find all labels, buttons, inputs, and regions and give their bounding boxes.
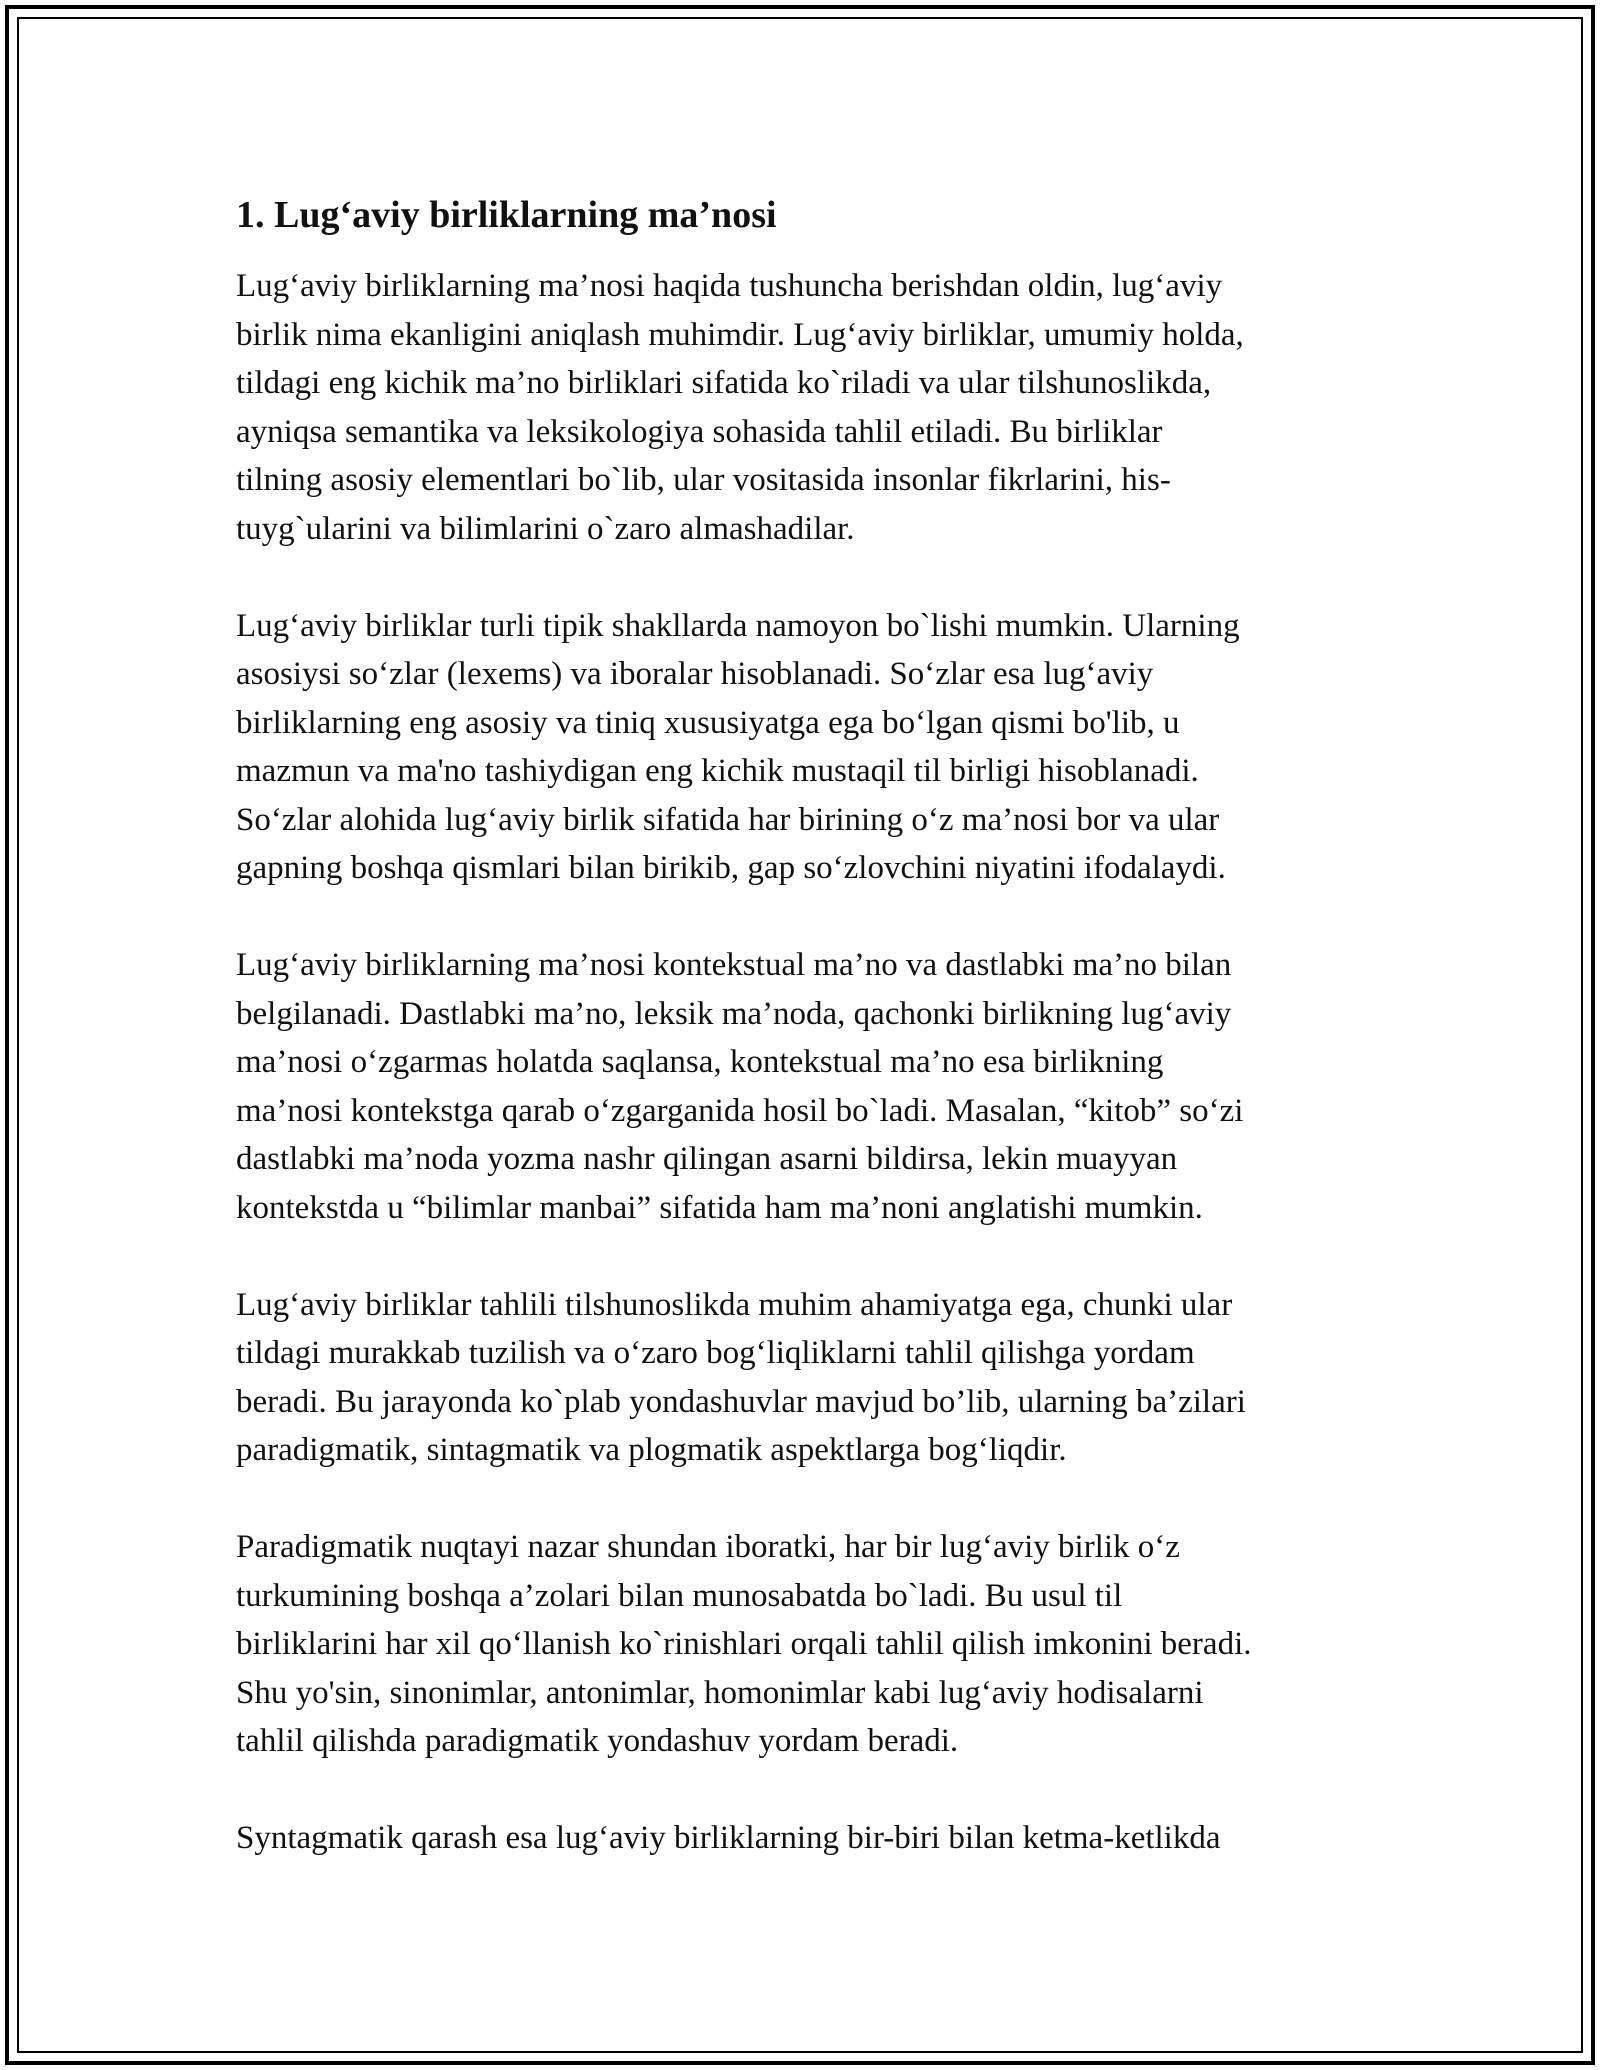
text-line: So‘zlar alohida lug‘aviy birlik sifatida har birining o‘z ma’nosi bor va ular bbox=[236, 801, 1220, 838]
paragraph-6 bbox=[236, 1814, 1366, 1863]
text-line: mazmun va ma'no tashiydigan eng kichik mustaqil til birligi hisoblanadi. bbox=[236, 753, 1199, 789]
text-line: Lug‘aviy birliklarning ma’nosi kontekstual ma’no va dastlabki ma’no bilan bbox=[236, 947, 1232, 983]
paragraph-5 bbox=[236, 1523, 1366, 1766]
text-line: beradi. Bu jarayonda ko`plab yondashuvlar mavjud bo’lib, ularning ba’zilari bbox=[236, 1383, 1246, 1420]
text-line: ma’nosi o‘zgarmas holatda saqlansa, kontekstual ma’no esa birlikning bbox=[236, 1044, 1164, 1080]
text-line: tildagi eng kichik ma’no birliklari sifatida ko`riladi va ular tilshunoslikda, bbox=[236, 365, 1212, 401]
text-line: Shu yo'sin, sinonimlar, antonimlar, homonimlar kabi lug‘aviy hodisalarni bbox=[236, 1674, 1204, 1711]
text-line: kontekstda u “bilimlar manbai” sifatida ham ma’noni anglatishi mumkin. bbox=[236, 1189, 1203, 1226]
text-line: belgilanadi. Dastlabki ma’no, leksik ma’noda, qachonki birlikning lug‘aviy bbox=[236, 995, 1232, 1032]
text-line: gapning boshqa qismlari bilan birikib, gap so‘zlovchini niyatini ifodalaydi. bbox=[236, 850, 1226, 886]
text-line: Lug‘aviy birliklarning ma’nosi haqida tushuncha berishdan oldin, lug‘aviy bbox=[236, 268, 1223, 304]
text-line: Syntagmatik qarash esa lug‘aviy birliklarning bir-biri bilan ketma-ketlikda bbox=[236, 1820, 1221, 1856]
paragraph-2 bbox=[236, 602, 1366, 893]
text-line: ma’nosi kontekstga qarab o‘zgarganida hosil bo`ladi. Masalan, “kitob” so‘zi bbox=[236, 1092, 1244, 1129]
text-line: Lug‘aviy birliklar turli tipik shakllarda namoyon bo`lishi mumkin. Ularning bbox=[236, 607, 1240, 644]
section-heading: 1. Lug‘aviy birliklarning ma’nosi bbox=[236, 194, 777, 236]
text-line: birliklarning eng asosiy va tiniq xususiyatga ega bo‘lgan qismi bo'lib, u bbox=[236, 704, 1180, 741]
text-line: birlik nima ekanligini aniqlash muhimdir. Lug‘aviy birliklar, umumiy holda, bbox=[236, 316, 1244, 353]
paragraph-1 bbox=[236, 262, 1366, 553]
text-line: tilning asosiy elementlari bo`lib, ular vositasida insonlar fikrlarini, his- bbox=[236, 462, 1171, 498]
document-body bbox=[236, 188, 1366, 1911]
text-line: paradigmatik, sintagmatik va plogmatik aspektlarga bog‘liqdir. bbox=[236, 1432, 1067, 1468]
paragraph-3 bbox=[236, 941, 1366, 1232]
text-line: Lug‘aviy birliklar tahlili tilshunoslikda muhim ahamiyatga ega, chunki ular bbox=[236, 1286, 1233, 1323]
text-line: dastlabki ma’noda yozma nashr qilingan asarni bildirsa, lekin muayyan bbox=[236, 1141, 1178, 1177]
text-line: tahlil qilishda paradigmatik yondashuv yordam beradi. bbox=[236, 1723, 959, 1759]
paragraph-4 bbox=[236, 1281, 1366, 1475]
text-line: birliklarini har xil qo‘llanish ko`rinishlari orqali tahlil qilish imkonini beradi. bbox=[236, 1626, 1252, 1662]
text-line: tuyg`ularini va bilimlarini o`zaro almashadilar. bbox=[236, 510, 855, 547]
text-line: tildagi murakkab tuzilish va o‘zaro bog‘liqliklarni tahlil qilishga yordam bbox=[236, 1335, 1195, 1371]
text-line: asosiysi so‘zlar (lexems) va iboralar hisoblanadi. So‘zlar esa lug‘aviy bbox=[236, 656, 1154, 692]
text-line: Paradigmatik nuqtayi nazar shundan iboratki, har bir lug‘aviy birlik o‘z bbox=[236, 1529, 1180, 1565]
text-line: turkumining boshqa a’zolari bilan munosabatda bo`ladi. Bu usul til bbox=[236, 1577, 1123, 1614]
text-line: ayniqsa semantika va leksikologiya sohasida tahlil etiladi. Bu birliklar bbox=[236, 413, 1163, 450]
